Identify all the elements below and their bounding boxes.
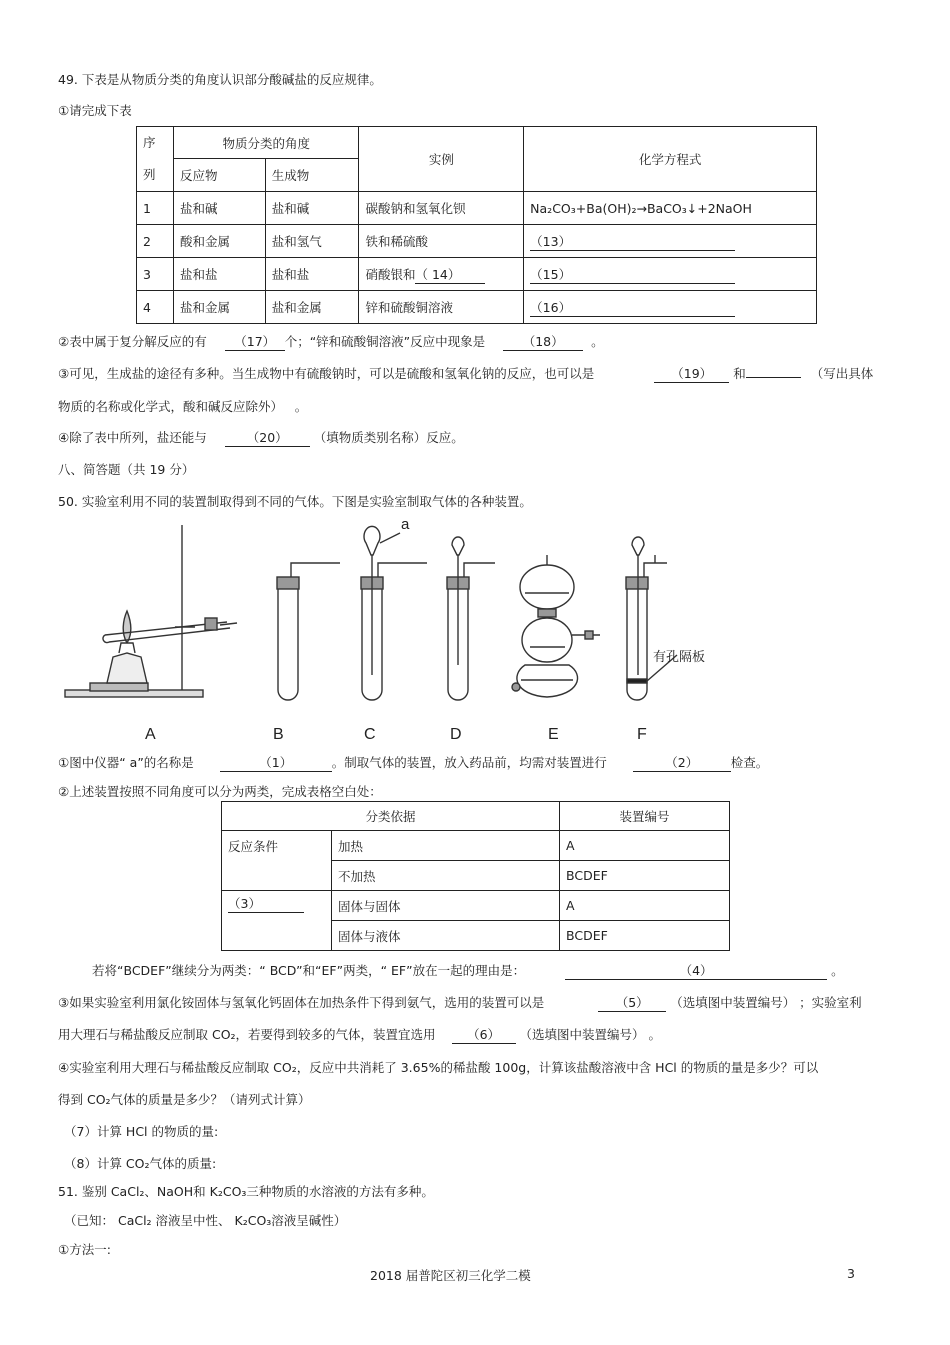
q50-calc8: （8）计算 CO₂气体的质量: — [64, 1156, 217, 1171]
apparatus-a — [65, 525, 237, 697]
text: 若将“BCDEF”继续分为两类：“ BCD”和“EF”两类，“ EF”放在一起的理由是： — [92, 963, 526, 978]
answer-blank-17[interactable]: （17） — [225, 332, 285, 351]
example-prefix: 硝酸银和 — [365, 266, 416, 282]
label-C: C — [364, 726, 376, 743]
row-product: 盐和金属 — [265, 291, 359, 324]
table-row — [137, 258, 817, 291]
answer-blank-16[interactable]: （16） — [530, 298, 735, 317]
row-product: 盐和盐 — [265, 258, 359, 291]
basis-condition: 反应条件 — [222, 831, 332, 891]
answer-blank-4[interactable]: （4） — [565, 961, 827, 980]
apparatus-f — [626, 537, 677, 700]
answer-blank-19b[interactable] — [746, 377, 801, 378]
q51-stem: 51. 鉴别 CaCl₂、NaOH和 K₂CO₃三种物质的水溶液的方法有多种。 — [58, 1184, 434, 1199]
text: ①图中仪器“ a”的名称是 — [58, 755, 194, 770]
label-porous-plate: 有孔隔板 — [653, 650, 706, 665]
row-example: 锌和硫酸铜溶液 — [359, 291, 524, 324]
header-reactant: 反应物 — [173, 159, 265, 192]
cell-solid-liquid: 固体与液体 — [332, 921, 560, 951]
apparatus-d — [447, 537, 495, 700]
apparatus-e — [512, 555, 600, 697]
table-row — [137, 192, 817, 225]
cell-solid-liquid-code: BCDEF — [560, 921, 730, 951]
row-reactant: 盐和盐 — [173, 258, 265, 291]
table-row — [137, 291, 817, 324]
cell-noheat-code: BCDEF — [560, 861, 730, 891]
text: 。制取气体的装置，放入药品前，均需对装置进行 — [331, 755, 607, 770]
row-equation — [524, 225, 817, 258]
q50-stem: 50. 实验室利用不同的装置制取得到不同的气体。下图是实验室制取气体的各种装置。 — [58, 494, 532, 509]
text: 物质的名称或化学式，酸和碱反应除外） — [58, 399, 277, 414]
answer-blank-15[interactable]: （15） — [530, 265, 735, 284]
q50-calc7: （7）计算 HCl 的物质的量: — [64, 1124, 219, 1139]
text: （选填图中装置编号） 。 — [519, 1027, 662, 1042]
q50-part3-line2 — [58, 1025, 661, 1044]
text: 。 — [831, 963, 844, 978]
answer-blank-14[interactable]: （ 14） — [415, 265, 485, 284]
q49-stem: 49. 下表是从物质分类的角度认识部分酸碱盐的反应规律。 — [58, 72, 382, 87]
text: ③如果实验室利用氯化铵固体与氢氧化钙固体在加热条件下得到氨气，选用的装置可以是 — [58, 995, 545, 1010]
row-example: 碳酸钠和氢氧化钡 — [359, 192, 524, 225]
q50-part2: ②上述装置按照不同角度可以分为两类，完成表格空白处： — [58, 784, 382, 799]
row-reactant: 酸和金属 — [173, 225, 265, 258]
header-code: 装置编号 — [560, 802, 730, 831]
answer-blank-1[interactable]: （1） — [220, 753, 332, 772]
q50-table — [221, 801, 730, 951]
q50-part2b — [92, 961, 844, 980]
page-number: 3 — [847, 1266, 855, 1281]
header-seq: 序 列 — [137, 127, 174, 192]
text: 和 — [733, 366, 746, 381]
q49-part3-line1 — [58, 364, 873, 383]
row-no: 4 — [137, 291, 174, 324]
header-example: 实例 — [359, 127, 524, 192]
header-basis: 分类依据 — [222, 802, 560, 831]
answer-blank-20[interactable]: （20） — [225, 428, 310, 447]
header-class: 物质分类的角度 — [173, 127, 359, 159]
cell-noheat: 不加热 — [332, 861, 560, 891]
q49-part1: ①请完成下表 — [58, 103, 132, 118]
answer-blank-18[interactable]: （18） — [503, 332, 583, 351]
text: 检查。 — [730, 755, 769, 770]
row-equation: Na₂CO₃+Ba(OH)₂→BaCO₃↓+2NaOH — [524, 192, 817, 225]
label-F: F — [637, 726, 647, 743]
label-E: E — [548, 726, 559, 743]
label-D: D — [450, 726, 462, 743]
apparatus-figure — [55, 515, 755, 747]
answer-blank-3[interactable]: （3） — [228, 894, 304, 913]
q50-part3-line1 — [58, 993, 862, 1012]
header-product: 生成物 — [265, 159, 359, 192]
row-example: 铁和稀硫酸 — [359, 225, 524, 258]
answer-blank-6[interactable]: （6） — [452, 1025, 516, 1044]
q50-part4-line1: ④实验室利用大理石与稀盐酸反应制取 CO₂，反应中共消耗了 3.65%的稀盐酸 100g，计算该盐酸溶液中含 HCl 的物质的量是多少？可以 — [58, 1060, 819, 1075]
text: 。 — [294, 399, 308, 414]
answer-blank-13[interactable]: （13） — [530, 232, 735, 251]
text: 个；“锌和硫酸铜溶液”反应中现象是 — [284, 334, 486, 349]
label-a: a — [401, 516, 410, 533]
row-example — [359, 258, 524, 291]
q49-table — [136, 126, 817, 324]
footer-title: 2018 届普陀区初三化学二模 — [370, 1268, 531, 1283]
text: ④除了表中所列，盐还能与 — [58, 430, 207, 445]
table-row — [137, 225, 817, 258]
q49-part2 — [58, 332, 604, 351]
text: ②表中属于复分解反应的有 — [58, 334, 207, 349]
apparatus-c — [361, 526, 427, 700]
row-no: 3 — [137, 258, 174, 291]
text: （选填图中装置编号） ；实验室利 — [670, 995, 862, 1010]
q51-method1: ①方法一: — [58, 1242, 111, 1257]
label-B: B — [273, 726, 284, 743]
q49-part4 — [58, 428, 464, 447]
answer-blank-19[interactable]: （19） — [654, 364, 729, 383]
row-no: 1 — [137, 192, 174, 225]
row-equation — [524, 291, 817, 324]
row-reactant: 盐和碱 — [173, 192, 265, 225]
row-reactant: 盐和金属 — [173, 291, 265, 324]
q50-part4-line2: 得到 CO₂气体的质量是多少？（请列式计算） — [58, 1092, 311, 1107]
text: （填物质类别名称）反应。 — [313, 430, 464, 445]
cell-solid-solid-code: A — [560, 891, 730, 921]
q50-part1 — [58, 753, 768, 772]
row-product: 盐和氢气 — [265, 225, 359, 258]
text: 用大理石与稀盐酸反应制取 CO₂，若要得到较多的气体，装置宜选用 — [58, 1027, 436, 1042]
answer-blank-2[interactable]: （2） — [633, 753, 731, 772]
section-heading: 八、简答题（共 19 分） — [58, 462, 195, 477]
label-A: A — [145, 726, 156, 743]
row-equation — [524, 258, 817, 291]
row-product: 盐和碱 — [265, 192, 359, 225]
cell-heat: 加热 — [332, 831, 560, 861]
header-equation: 化学方程式 — [524, 127, 817, 192]
apparatus-b — [277, 563, 340, 700]
answer-blank-5[interactable]: （5） — [598, 993, 666, 1012]
text: ③可见，生成盐的途径有多种。当生成物中有硫酸钠时，可以是硫酸和氢氧化钠的反应，也可以是 — [58, 366, 595, 381]
cell-solid-solid: 固体与固体 — [332, 891, 560, 921]
q51-known: （已知： CaCl₂ 溶液呈中性、 K₂CO₃溶液呈碱性） — [64, 1213, 347, 1228]
basis-blank-cell — [222, 891, 332, 951]
q49-part3-line2 — [58, 397, 307, 415]
text: （写出具体 — [810, 366, 874, 381]
cell-heat-code: A — [560, 831, 730, 861]
text: 。 — [591, 334, 604, 349]
row-no: 2 — [137, 225, 174, 258]
